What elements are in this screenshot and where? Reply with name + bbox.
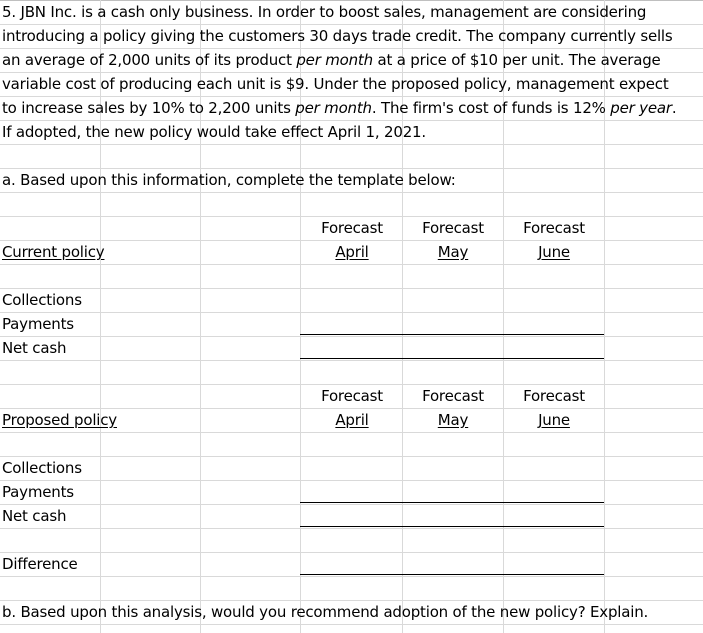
current-row-collections: Collections [2, 291, 82, 309]
grid-row-line [0, 432, 703, 433]
grid-row-line [0, 192, 703, 193]
grid-row-line [0, 312, 703, 313]
grid-row-line [0, 624, 703, 625]
proposed-payments-underline [300, 502, 604, 503]
current-month-may: May [437, 243, 469, 261]
problem-line-4: variable cost of producing each unit is $9. Under the proposed policy, management expect [2, 75, 669, 93]
proposed-forecast-april-header: Forecast [321, 387, 383, 405]
proposed-forecast-may-header: Forecast [422, 387, 484, 405]
current-month-april: April [335, 243, 369, 261]
grid-row-line [0, 528, 703, 529]
part-b-prompt: b. Based upon this analysis, would you recommend adoption of the new policy? Explain. [2, 603, 649, 621]
grid-row-line [0, 288, 703, 289]
current-row-net-cash: Net cash [2, 339, 67, 357]
problem-line-2: introducing a policy giving the customers 30 days trade credit. The company currently sells [2, 27, 673, 45]
grid-row-line [0, 264, 703, 265]
problem-line-5: to increase sales by 10% to 2,200 units per month. The firm's cost of funds is 12% per year. [2, 99, 677, 117]
proposed-month-june: June [538, 411, 570, 429]
grid-row-line [0, 504, 703, 505]
problem-line-3: an average of 2,000 units of its product per month at a price of $10 per unit. The average [2, 51, 661, 69]
current-forecast-june-header: Forecast [523, 219, 585, 237]
grid-row-line [0, 480, 703, 481]
grid-row-line [0, 552, 703, 553]
proposed-net-cash-underline [300, 526, 604, 527]
proposed-policy-heading: Proposed policy [2, 411, 117, 429]
current-policy-heading: Current policy [2, 243, 105, 261]
current-payments-underline [300, 334, 604, 335]
proposed-row-collections: Collections [2, 459, 82, 477]
proposed-row-payments: Payments [2, 483, 74, 501]
proposed-forecast-june-header: Forecast [523, 387, 585, 405]
current-month-june: June [538, 243, 570, 261]
current-forecast-may-header: Forecast [422, 219, 484, 237]
grid-row-line [0, 360, 703, 361]
problem-line-6: If adopted, the new policy would take effect April 1, 2021. [2, 123, 426, 141]
difference-label: Difference [2, 555, 78, 573]
proposed-month-may: May [437, 411, 469, 429]
grid-row-line [0, 456, 703, 457]
grid-row-line [0, 144, 703, 145]
difference-underline [300, 574, 604, 575]
grid-row-line [0, 576, 703, 577]
problem-line-1: 5. JBN Inc. is a cash only business. In order to boost sales, management are considering [2, 3, 647, 21]
part-a-prompt: a. Based upon this information, complete the template below: [2, 171, 456, 189]
current-forecast-april-header: Forecast [321, 219, 383, 237]
current-net-cash-underline [300, 358, 604, 359]
proposed-row-net-cash: Net cash [2, 507, 67, 525]
proposed-month-april: April [335, 411, 369, 429]
current-row-payments: Payments [2, 315, 74, 333]
grid-row-line [0, 336, 703, 337]
